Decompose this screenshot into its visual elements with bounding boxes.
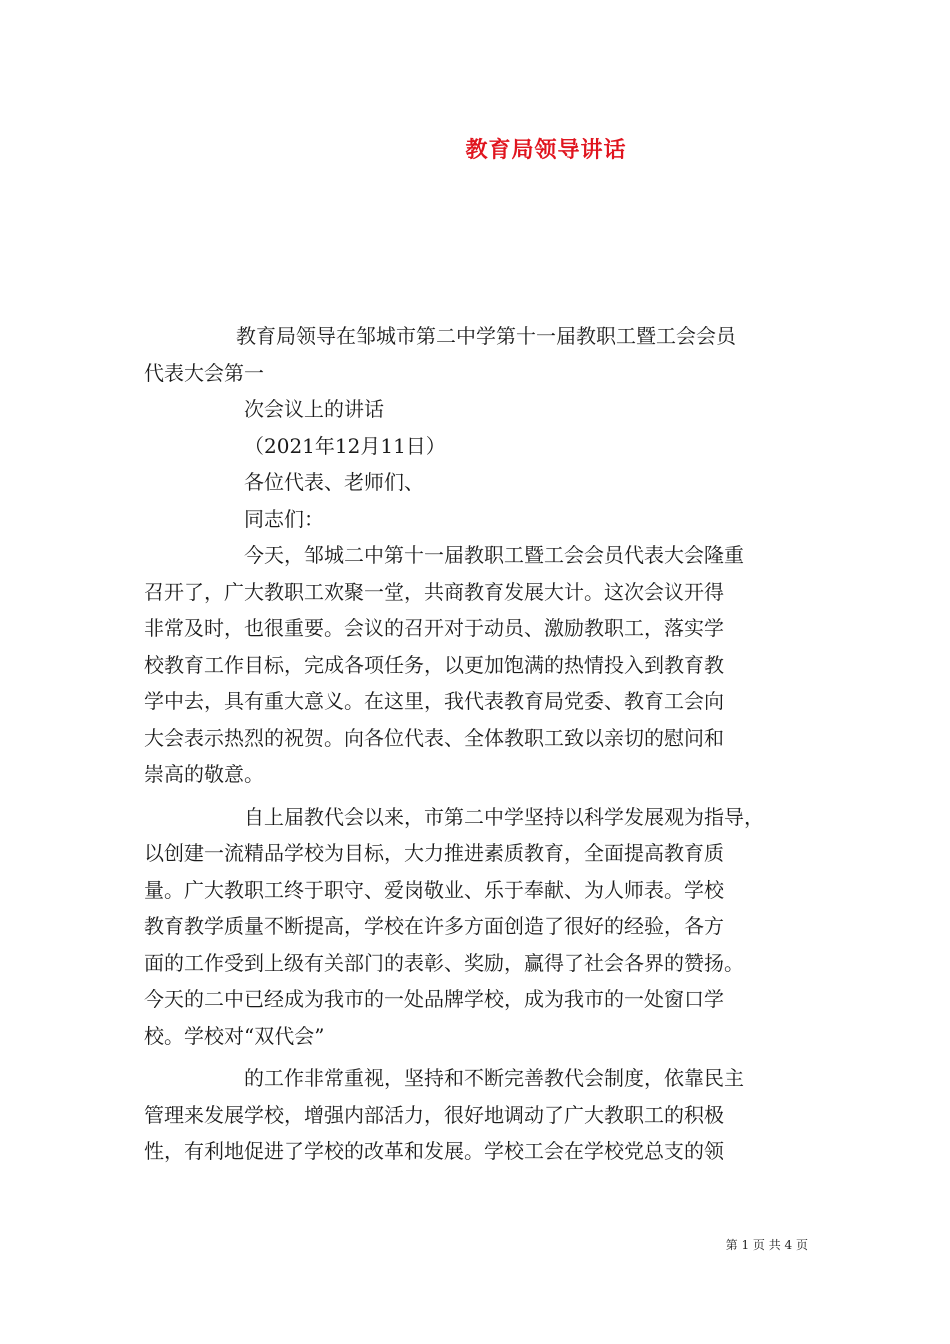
document-body: [144, 318, 812, 1176]
paragraph-line: 今天的二中已经成为我市的一处品牌学校，成为我市的一处窗口学: [144, 987, 724, 1011]
salutation: 同志们：: [244, 506, 324, 531]
paragraph-line: 今天，邹城二中第十一届教职工暨工会会员代表大会隆重: [244, 543, 744, 567]
paragraph-line: 以创建一流精品学校为目标，大力推进素质教育，全面提高教育质: [144, 841, 724, 865]
paragraph: [144, 799, 812, 1055]
paragraph-line: 管理来发展学校，增强内部活力，很好地调动了广大教职工的积极: [144, 1102, 724, 1127]
paragraph-line: 的工作非常重视，坚持和不断完善教代会制度，依靠民主: [244, 1066, 744, 1090]
paragraph-line: 校教育工作目标，完成各项任务，以更加饱满的热情投入到教育教: [144, 652, 724, 677]
heading-line: 次会议上的讲话: [244, 397, 384, 421]
paragraph-line: 非常及时，也很重要。会议的召开对于动员、激励教职工，落实学: [144, 616, 724, 640]
paragraph-line: 校。学校对“双代会”: [144, 1023, 325, 1048]
paragraph-line: 学中去，具有重大意义。在这里，我代表教育局党委、教育工会向: [144, 689, 724, 713]
paragraph-line: 性，有利地促进了学校的改革和发展。学校工会在学校党总支的领: [144, 1139, 724, 1163]
paragraph-line: 量。广大教职工终于职守、爱岗敬业、乐于奉献、为人师表。学校: [144, 877, 724, 902]
paragraph-line: 自上届教代会以来，市第二中学坚持以科学发展观为指导，: [244, 804, 764, 829]
salutation: 各位代表、老师们、: [244, 470, 424, 494]
paragraph-line: 面的工作受到上级有关部门的表彰、奖励，赢得了社会各界的赞扬。: [144, 950, 744, 975]
paragraph: [144, 1060, 812, 1170]
paragraph-line: 大会表示热烈的祝贺。向各位代表、全体教职工致以亲切的慰问和: [144, 725, 724, 750]
paragraph-line: 召开了，广大教职工欢聚一堂，共商教育发展大计。这次会议开得: [144, 579, 724, 604]
paragraph: [144, 537, 812, 793]
page-number: 第 1 页 共 4 页: [725, 1238, 808, 1252]
paragraph-line: 教育教学质量不断提高，学校在许多方面创造了很好的经验，各方: [144, 914, 724, 938]
paragraph-line: 崇高的敬意。: [144, 762, 264, 786]
speech-date: （2021年12月11日）: [244, 433, 446, 458]
heading-line: 教育局领导在邹城市第二中学第十一届教职工暨工会会员: [236, 324, 736, 348]
heading-line: 代表大会第一: [144, 360, 264, 385]
page-title: 教育局领导讲话: [465, 138, 627, 163]
